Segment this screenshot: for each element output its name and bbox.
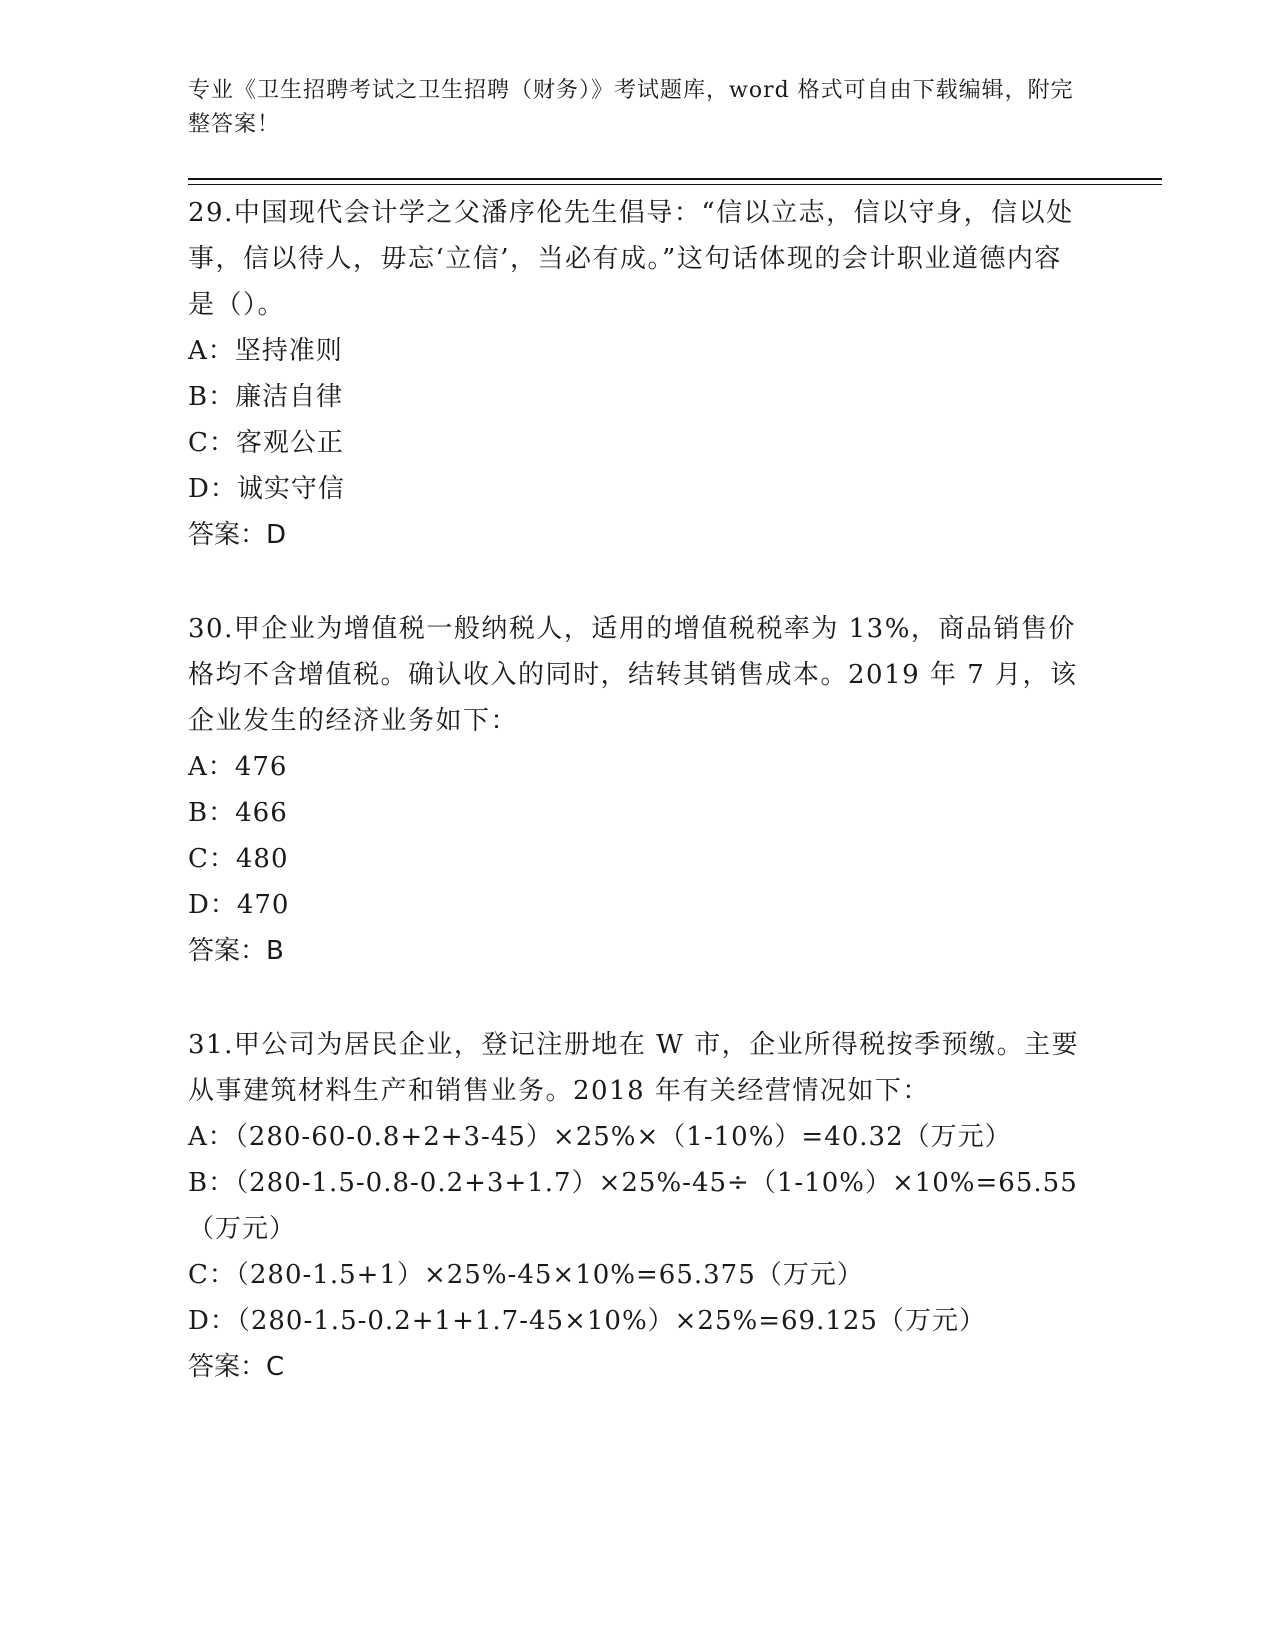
- option-d: D：470: [188, 890, 290, 920]
- answer-label: 答案：B: [188, 936, 284, 966]
- option-d: D：（280-1.5-0.2+1+1.7-45×10%）×25%=69.125（万元）: [188, 1306, 986, 1336]
- option-b: B：466: [188, 798, 288, 828]
- question-31: [188, 1022, 1088, 1390]
- header-divider-thick: [188, 178, 1162, 180]
- question-stem: 31.甲公司为居民企业，登记注册地在 W 市，企业所得税按季预缴。主要从事建筑材料生产和销售业务。2018 年有关经营情况如下：: [188, 1030, 1080, 1106]
- answer-label: 答案：D: [188, 520, 287, 550]
- option-a: A：坚持准则: [188, 336, 343, 366]
- question-30: [188, 606, 1088, 974]
- spacer: [188, 974, 1088, 1022]
- question-29: [188, 190, 1088, 558]
- option-c: C：客观公正: [188, 428, 344, 458]
- option-c: C：（280-1.5+1）×25%-45×10%=65.375（万元）: [188, 1260, 864, 1290]
- option-a: A：476: [188, 752, 288, 782]
- option-c: C：480: [188, 844, 289, 874]
- question-stem: 30.甲企业为增值税一般纳税人，适用的增值税税率为 13%，商品销售价格均不含增值税。确认收入的同时，结转其销售成本。2019 年 7 月，该企业发生的经济业务如下：: [188, 614, 1078, 736]
- question-list: [188, 190, 1088, 1390]
- document-header: 专业《卫生招聘考试之卫生招聘（财务）》考试题库，word 格式可自由下载编辑，附完整答案！: [188, 78, 1074, 137]
- option-b: B：（280-1.5-0.8-0.2+3+1.7）×25%-45÷（1-10%）×10%=65.55（万元）: [188, 1168, 1078, 1244]
- option-b: B：廉洁自律: [188, 382, 344, 412]
- option-d: D：诚实守信: [188, 474, 345, 504]
- option-a: A：（280-60-0.8+2+3-45）×25%×（1-10%）=40.32（万元）: [188, 1122, 1012, 1152]
- question-stem: 29.中国现代会计学之父潘序伦先生倡导：“信以立志，信以守身，信以处事，信以待人，毋忘‘立信’，当必有成。”这句话体现的会计职业道德内容是（）。: [188, 198, 1074, 320]
- header-divider-thin: [188, 184, 1162, 185]
- spacer: [188, 558, 1088, 606]
- answer-label: 答案：C: [188, 1352, 285, 1382]
